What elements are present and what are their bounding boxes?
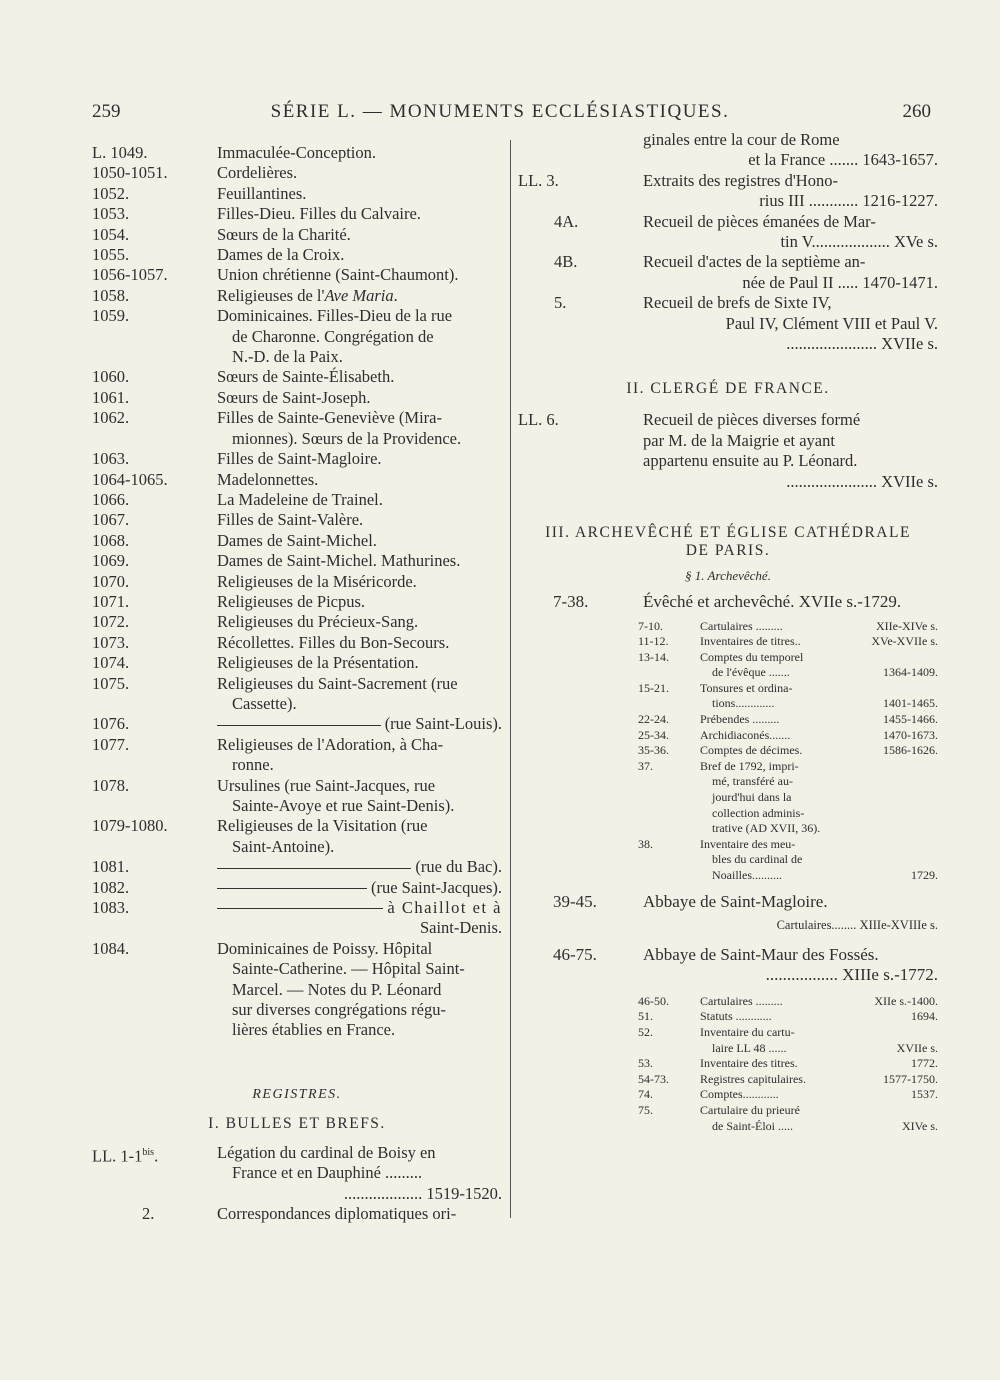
entry-7-38 [518, 592, 938, 612]
sub-number: 51. [638, 1009, 653, 1024]
list-item [92, 898, 502, 939]
sub-value: 1577-1750. [883, 1071, 938, 1086]
entry-text: Religieuses de Picpus. [217, 591, 366, 611]
entry-text: Cordelières. [217, 163, 298, 183]
list-item [518, 130, 938, 171]
entry-number: 4A. [554, 211, 579, 231]
list-item [92, 265, 502, 285]
entry-number: 1081. [92, 857, 130, 877]
entry-text: Dominicaines. Filles-Dieu de la rue de Charonne. Congrégation de N.-D. de la Paix. [217, 306, 453, 367]
entry-text: (rue Saint-Jacques). [217, 878, 502, 898]
list-item [92, 143, 502, 163]
entry-text: Abbaye de Saint-Maur des Fossés. ................. XIIIe s.-1772. [643, 945, 938, 985]
sub-number: 52. [638, 1025, 653, 1039]
sub-value: 1694. [911, 1009, 938, 1024]
list-item [638, 1009, 938, 1025]
list-item [92, 776, 502, 817]
sub-number: 38. [638, 836, 653, 851]
entry-text: à Chaillot et à Saint-Denis. [217, 898, 502, 939]
sub-number: 54-73. [638, 1071, 669, 1086]
entry-text: Religieuses de l'Adoration, à Cha- ronne. [217, 734, 444, 775]
sub-list-7-38 [518, 619, 938, 884]
paragraph-heading: § 1. Archevêché. [685, 568, 771, 584]
sub-number: 22-24. [638, 712, 669, 727]
entry-number: 1072. [92, 612, 130, 632]
list-item [638, 681, 938, 712]
entry-text: Religieuses de la Visitation (rue Saint-Antoine). [217, 816, 428, 856]
entry-text: Filles de Saint-Valère. [217, 510, 364, 530]
entry-number: 39-45. [553, 891, 597, 911]
entry-number: 1054. [92, 224, 130, 244]
entry-text: (rue Saint-Louis). [217, 714, 502, 734]
list-item [92, 592, 502, 612]
entry-text: Correspondances diplomatiques ori- [217, 1204, 457, 1224]
list-item [92, 714, 502, 734]
entry-number: 1084. [92, 938, 130, 958]
entry-number: 1079-1080. [92, 816, 168, 836]
sub-list-46-75 [518, 994, 938, 1134]
entry-text: Dames de la Croix. [217, 245, 345, 265]
entry-text: Recueil d'actes de la septième an- née de Paul II ..... 1470-1471. [643, 252, 938, 292]
list-item [92, 612, 502, 632]
sub-text: Statuts ............ [700, 1009, 772, 1024]
entry-text: Évêché et archevêché. XVIIe s.-1729. [643, 592, 902, 612]
sub-value: 1772. [911, 1056, 938, 1071]
list-item [92, 551, 502, 571]
sub-text: Comptes du temporel de l'évêque ....... [700, 649, 804, 680]
sub-number: 53. [638, 1056, 653, 1071]
entry-text: Abbaye de Saint-Magloire. [643, 891, 828, 911]
bulles-heading: I. BULLES ET BREFS. [208, 1114, 386, 1132]
sub-text: Comptes de décimes. [700, 743, 803, 758]
list-item [638, 1087, 938, 1103]
entry-39-45 [518, 892, 938, 912]
left-column [92, 143, 502, 1225]
entry-number: 1073. [92, 632, 130, 652]
entry-number: 1078. [92, 775, 130, 795]
list-item [92, 449, 502, 469]
entry-46-75 [518, 945, 938, 986]
entry-number: 1055. [92, 245, 130, 265]
list-item [92, 510, 502, 530]
sub-text: Comptes............ [700, 1087, 779, 1102]
sub-value: 1401-1465. [883, 696, 938, 711]
entry-number: 1077. [92, 734, 130, 754]
column-divider [510, 140, 511, 1218]
entry-number [518, 130, 643, 171]
sub-value: 1470-1673. [883, 727, 938, 742]
list-item [92, 184, 502, 204]
list-item [92, 572, 502, 592]
entry-number: LL. 6. [518, 410, 559, 430]
list-item [638, 634, 938, 650]
list-item [638, 837, 938, 884]
sub-line-39-45: Cartulaires........ XIIIe-XVIIIe s. [776, 918, 938, 932]
entry-text: Récollettes. Filles du Bon-Secours. [217, 632, 450, 652]
sub-number: 37. [638, 758, 653, 773]
sub-value: 1455-1466. [883, 712, 938, 727]
entry-number: 1071. [92, 591, 130, 611]
entry-number: 1083. [92, 898, 130, 918]
entry-number: 1074. [92, 653, 130, 673]
sub-text: Cartulaires ......... [700, 993, 783, 1008]
left-entry-list [92, 143, 502, 1041]
sub-text: Registres capitulaires. [700, 1071, 806, 1086]
entry-text: Ursulines (rue Saint-Jacques, rue Sainte-Avoye et rue Saint-Denis). [217, 775, 455, 815]
list-item [92, 225, 502, 245]
list-item [92, 470, 502, 490]
list-item [638, 994, 938, 1010]
entry-number: 1058. [92, 285, 130, 305]
entry-number: 1067. [92, 510, 130, 530]
sub-text: Inventaire du cartu- laire LL 48 ...... [700, 1025, 795, 1055]
entry-number: 1082. [92, 877, 130, 897]
entry-text: ginales entre la cour de Rome et la France ....... 1643-1657. [643, 130, 938, 170]
list-item [92, 531, 502, 551]
sub-text: Cartulaire du prieuré de Saint-Éloi ..... [700, 1102, 800, 1133]
sub-text: Inventaires de titres.. [700, 634, 801, 649]
entry-text: Filles-Dieu. Filles du Calvaire. [217, 204, 421, 224]
entry-text: Légation du cardinal de Boisy en France et en Dauphiné ......... ................... 1519-1520. [217, 1142, 502, 1203]
sub-value: XIIe s.-1400. [874, 993, 938, 1008]
entry-number: 1052. [92, 183, 130, 203]
sub-number: 46-50. [638, 993, 669, 1008]
entry-number: 1059. [92, 306, 130, 326]
page-number-left: 259 [92, 101, 121, 122]
entry-number: LL. $1-1^{bis}$. [92, 1146, 159, 1166]
entry-number: 1068. [92, 530, 130, 550]
list-item [518, 252, 938, 293]
entry-text: Sœurs de la Charité. [217, 224, 351, 244]
entry-number: 5. [554, 293, 567, 313]
list-item [92, 306, 502, 367]
list-item [638, 759, 938, 837]
list-item [92, 286, 502, 306]
sub-value: 1586-1626. [883, 743, 938, 758]
sub-text: Tonsures et ordina- tions............. [700, 680, 793, 711]
entry-number: 46-75. [553, 945, 597, 964]
list-item [638, 1025, 938, 1056]
list-item [92, 939, 502, 1041]
entry-text: Dames de Saint-Michel. [217, 530, 377, 550]
entry-number: 7-38. [553, 592, 589, 612]
list-item [638, 1103, 938, 1134]
entry-number: 1064-1065. [92, 469, 168, 489]
list-item [92, 163, 502, 183]
entry-number: L. 1049. [92, 143, 148, 162]
entry-text: Feuillantines. [217, 183, 307, 203]
entry-text: Filles de Sainte-Geneviève (Mira- mionnes). Sœurs de la Providence. [217, 408, 462, 448]
entry-text: Union chrétienne (Saint-Chaumont). [217, 265, 459, 285]
entry-ll1 [92, 1143, 502, 1204]
entry-number: 1062. [92, 408, 130, 428]
entry-text: Immaculée-Conception. [217, 143, 376, 162]
sub-value: XIIe-XIVe s. [876, 618, 938, 633]
list-item [92, 245, 502, 265]
entry-text: La Madeleine de Trainel. [217, 489, 383, 509]
entry-text: Sœurs de Sainte-Élisabeth. [217, 367, 395, 387]
entry-number: 1076. [92, 714, 130, 734]
entry-text: Extraits des registres d'Hono- rius III ............ 1216-1227. [643, 170, 938, 211]
clerge-heading: II. CLERGÉ DE FRANCE. [626, 380, 830, 398]
entry-number: 1070. [92, 571, 130, 591]
page-number-right: 260 [902, 101, 931, 122]
entry-ll6 [518, 410, 938, 492]
list-item [92, 674, 502, 715]
entry-number: 1069. [92, 551, 130, 571]
sub-text: Bref de 1792, impri- mé, transféré au- jourd'hui dans la collection adminis- trative (AD XVII, 36). [700, 758, 821, 836]
right-entry-list [518, 130, 938, 354]
entry-number: 1063. [92, 449, 130, 469]
sub-value: XIVe s. [902, 1118, 938, 1133]
entry-number: 1075. [92, 673, 130, 693]
list-item [638, 1072, 938, 1088]
sub-number: 35-36. [638, 743, 669, 758]
list-item [638, 728, 938, 744]
sub-number: 74. [638, 1087, 653, 1102]
sub-value: 1537. [911, 1087, 938, 1102]
page-header [0, 101, 1000, 131]
list-item [92, 878, 502, 898]
list-item [518, 171, 938, 212]
sub-value: 1364-1409. [883, 665, 938, 680]
entry-text: Recueil de pièces diverses formé par M. de la Maigrie et ayant appartenu ensuite au P. Léonard. ...................... XVIIe s. [643, 410, 938, 491]
list-item [92, 408, 502, 449]
list-item [518, 293, 938, 354]
sub-number: 15-21. [638, 680, 669, 695]
entry-number: 4B. [554, 252, 578, 272]
entry-text: Sœurs de Saint-Joseph. [217, 387, 371, 407]
entry-text: (rue du Bac). [217, 857, 502, 877]
sub-value: 1729. [911, 868, 938, 882]
entry-number: 1066. [92, 489, 130, 509]
sub-value: XVIIe s. [896, 1040, 938, 1055]
page-title: SÉRIE L. — MONUMENTS ECCLÉSIASTIQUES. [270, 101, 730, 122]
sub-text: Cartulaires ......... [700, 618, 783, 633]
sub-number: 7-10. [638, 618, 663, 633]
entry-number: 1050-1051. [92, 163, 168, 183]
list-item [92, 816, 502, 857]
entry-number: 1053. [92, 204, 130, 224]
sub-text: Inventaire des titres. [700, 1056, 798, 1071]
entry-text: Madelonnettes. [217, 469, 319, 489]
list-item [92, 857, 502, 877]
entry-text: Religieuses de la Présentation. [217, 653, 419, 673]
entry-text: Filles de Saint-Magloire. [217, 449, 382, 469]
list-item [92, 388, 502, 408]
entry-text: Recueil de brefs de Sixte IV, Paul IV, Clément VIII et Paul V. ...................... XVIIe s. [643, 293, 938, 354]
archeveche-heading: III. ARCHEVÊCHÉ ET ÉGLISE CATHÉDRALE DE PARIS. [545, 524, 911, 560]
list-item [92, 633, 502, 653]
list-item [638, 1056, 938, 1072]
entry-ll2 [92, 1204, 502, 1224]
entry-number: 1061. [92, 387, 130, 407]
list-item [638, 743, 938, 759]
sub-number: 13-14. [638, 649, 669, 664]
entry-number: 1060. [92, 367, 130, 387]
entry-text: Religieuses du Saint-Sacrement (rue Cassette). [217, 673, 458, 713]
list-item [92, 735, 502, 776]
entry-text: Dames de Saint-Michel. Mathurines. [217, 551, 461, 571]
entry-text: Religieuses de l'Ave Maria. [217, 285, 398, 305]
list-item [92, 204, 502, 224]
list-item [92, 367, 502, 387]
entry-text: Religieuses de la Miséricorde. [217, 571, 417, 591]
sub-text: Prébendes ......... [700, 712, 780, 727]
entry-number: LL. 3. [518, 170, 559, 190]
list-item [638, 619, 938, 635]
sub-text: Inventaire des meu- bles du cardinal de Noailles.......... [700, 836, 803, 882]
list-item [92, 653, 502, 673]
list-item [638, 650, 938, 681]
registres-heading: REGISTRES. [252, 1086, 342, 1102]
list-item [92, 490, 502, 510]
entry-text: Recueil de pièces émanées de Mar- tin V................... XVe s. [643, 211, 938, 252]
entry-number: 1056-1057. [92, 265, 168, 285]
entry-text: Dominicaines de Poissy. Hôpital Sainte-Catherine. — Hôpital Saint- Marcel. — Notes du P. Léonard sur diverses congrégations régu- lières établies en France. [217, 938, 465, 1040]
entry-text: Religieuses du Précieux-Sang. [217, 612, 419, 632]
sub-number: 25-34. [638, 727, 669, 742]
entry-number: 2. [142, 1204, 155, 1224]
sub-number: 11-12. [638, 634, 669, 649]
list-item [638, 712, 938, 728]
right-column [518, 130, 938, 1134]
sub-text: Archidiaconés....... [700, 727, 791, 742]
sub-value: XVe-XVIIe s. [871, 634, 938, 649]
list-item [518, 212, 938, 253]
sub-number: 75. [638, 1102, 653, 1117]
